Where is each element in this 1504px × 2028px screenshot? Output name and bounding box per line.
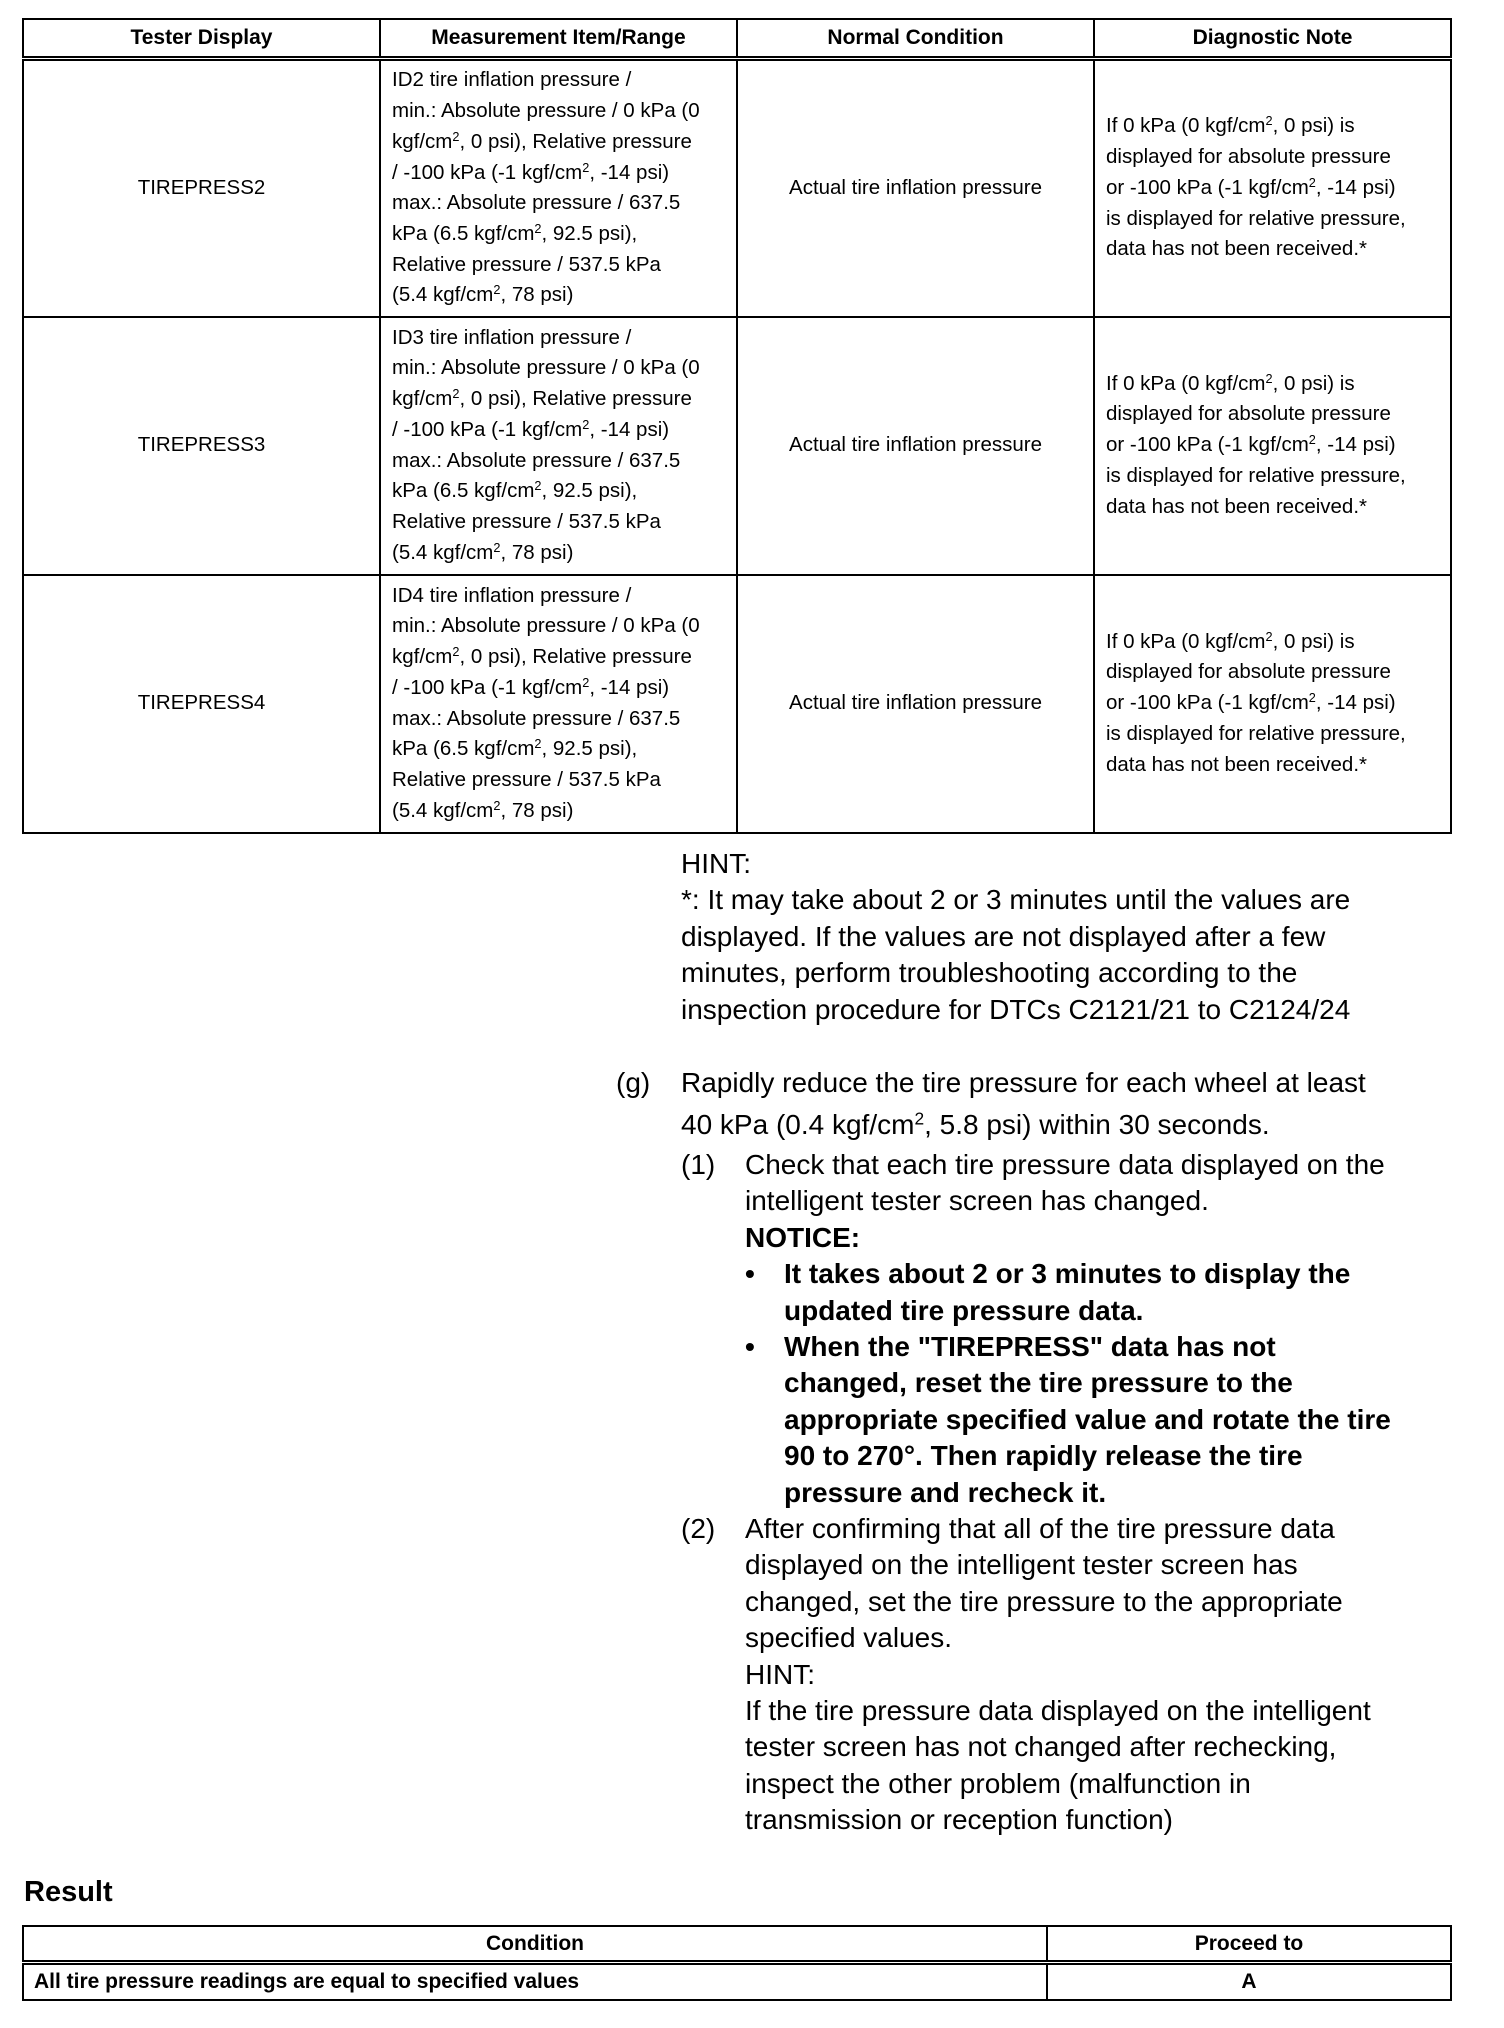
notice-line: 90 to 270°. Then rapidly release the tire [784, 1440, 1303, 1472]
range-line: ID3 tire inflation pressure / [392, 325, 632, 349]
range-line: kPa (6.5 kgf/$cm^2$, 92.5 psi), [392, 736, 638, 761]
range-line: max.: Absolute pressure / 637.5 [392, 191, 681, 215]
diagnostic-note-cell [1094, 59, 1451, 317]
result-proceed-cell: A [1047, 1963, 1451, 2001]
range-line: / -100 kPa (-1 kgf/$cm^2$, -14 psi) [392, 159, 670, 184]
substep-1-line: intelligent tester screen has changed. [745, 1185, 1209, 1217]
note-line: If 0 kPa (0 kgf/$cm^2$, 0 psi) is [1106, 370, 1355, 395]
notice-title: NOTICE: [745, 1221, 861, 1253]
note-line: or -100 kPa (-1 kgf/$cm^2$, -14 psi) [1106, 690, 1396, 715]
substep-2-hint-title: HINT: [745, 1658, 815, 1690]
range-line: (5.4 kgf/$cm^2$, 78 psi) [392, 539, 574, 564]
hint-line: *: It may take about 2 or 3 minutes until the values are [681, 884, 1351, 916]
range-line: ID2 tire inflation pressure / [392, 68, 632, 92]
header-measurement-range: Measurement Item/Range [380, 19, 737, 59]
note-line: is displayed for relative pressure, [1106, 206, 1406, 230]
note-line: displayed for absolute pressure [1106, 660, 1391, 684]
hint-text [681, 882, 1441, 1028]
hint-title: HINT: [681, 848, 751, 879]
notice-item [745, 1329, 1451, 1511]
diagnostic-note-cell [1094, 317, 1451, 575]
measurement-range-cell [380, 59, 737, 317]
note-line: is displayed for relative pressure, [1106, 721, 1406, 745]
tester-table-body [23, 59, 1451, 833]
range-line: (5.4 kgf/$cm^2$, 78 psi) [392, 797, 574, 822]
range-line: min.: Absolute pressure / 0 kPa (0 [392, 356, 700, 380]
notice-line: pressure and recheck it. [784, 1476, 1107, 1508]
range-line: min.: Absolute pressure / 0 kPa (0 [392, 99, 700, 123]
substep-2-hint-line: transmission or reception function) [745, 1804, 1173, 1836]
substep-2-line: displayed on the intelligent tester screen has [745, 1549, 1298, 1581]
substep-1-text [745, 1147, 1451, 1220]
substep-2 [745, 1511, 1451, 1839]
substep-2-line: After confirming that all of the tire pressure data [745, 1513, 1335, 1544]
result-table-body [23, 1963, 1451, 2001]
substep-2-text [745, 1511, 1451, 1657]
range-line: Relative pressure / 537.5 kPa [392, 767, 661, 791]
substep-2-hint-line: inspect the other problem (malfunction in [745, 1767, 1251, 1799]
result-header-proceed: Proceed to [1047, 1926, 1451, 1963]
step-g-line: 40 kPa (0.4 kgf/$cm^2$, 5.8 psi) within 30 seconds. [681, 1108, 1270, 1141]
range-line: kPa (6.5 kgf/$cm^2$, 92.5 psi), [392, 220, 638, 245]
range-line: max.: Absolute pressure / 637.5 [392, 706, 681, 730]
hint-block [681, 846, 1441, 1028]
notice-line: appropriate specified value and rotate the tire [784, 1403, 1391, 1435]
header-diagnostic-note: Diagnostic Note [1094, 19, 1451, 59]
substep-2-line: changed, set the tire pressure to the appropriate [745, 1585, 1343, 1617]
note-line: displayed for absolute pressure [1106, 145, 1391, 169]
note-line: If 0 kPa (0 kgf/$cm^2$, 0 psi) is [1106, 113, 1355, 138]
notice-line: changed, reset the tire pressure to the [784, 1367, 1293, 1399]
result-row [23, 1963, 1451, 2001]
notice-line: When the "TIREPRESS" data has not [784, 1331, 1276, 1363]
substep-2-hint-line: tester screen has not changed after rechecking, [745, 1731, 1337, 1763]
measurement-range-cell [380, 575, 737, 833]
range-line: kgf/$cm^2$, 0 psi), Relative pressure [392, 386, 692, 411]
notice-list [745, 1256, 1451, 1511]
result-heading: Result [24, 1876, 113, 1908]
range-line: / -100 kPa (-1 kgf/$cm^2$, -14 psi) [392, 416, 670, 441]
note-line: is displayed for relative pressure, [1106, 463, 1406, 487]
result-header-row [23, 1926, 1451, 1963]
note-line: or -100 kPa (-1 kgf/$cm^2$, -14 psi) [1106, 432, 1396, 457]
substep-2-line: specified values. [745, 1622, 953, 1654]
hint-line: inspection procedure for DTCs C2121/21 to C2124/24 [681, 993, 1351, 1025]
tester-display-cell: TIREPRESS2 [23, 59, 380, 317]
range-line: Relative pressure / 537.5 kPa [392, 509, 661, 533]
note-line: If 0 kPa (0 kgf/$cm^2$, 0 psi) is [1106, 628, 1355, 653]
range-line: kgf/$cm^2$, 0 psi), Relative pressure [392, 644, 692, 669]
note-line: data has not been received.* [1106, 752, 1367, 776]
range-line: (5.4 kgf/$cm^2$, 78 psi) [392, 282, 574, 307]
table-row [23, 317, 1451, 575]
result-table [22, 1925, 1452, 2001]
note-line: or -100 kPa (-1 kgf/$cm^2$, -14 psi) [1106, 174, 1396, 199]
hint-line: minutes, perform troubleshooting according to the [681, 957, 1298, 989]
header-tester-display: Tester Display [23, 19, 380, 59]
range-line: / -100 kPa (-1 kgf/$cm^2$, -14 psi) [392, 674, 670, 699]
table-row [23, 59, 1451, 317]
substep-1-label: (1) [681, 1149, 716, 1180]
measurement-range-cell [380, 317, 737, 575]
substep-2-label: (2) [681, 1513, 716, 1544]
substep-1 [745, 1147, 1451, 1511]
normal-condition-cell: Actual tire inflation pressure [737, 317, 1094, 575]
tester-display-cell: TIREPRESS3 [23, 317, 380, 575]
note-line: data has not been received.* [1106, 237, 1367, 261]
substep-2-hint-text [745, 1693, 1451, 1839]
substep-2-hint-line: If the tire pressure data displayed on the intelligent [745, 1695, 1371, 1727]
range-line: max.: Absolute pressure / 637.5 [392, 448, 681, 472]
notice-item [745, 1256, 1451, 1329]
range-line: kgf/$cm^2$, 0 psi), Relative pressure [392, 128, 692, 153]
normal-condition-cell: Actual tire inflation pressure [737, 59, 1094, 317]
range-line: kPa (6.5 kgf/$cm^2$, 92.5 psi), [392, 478, 638, 503]
notice-line: It takes about 2 or 3 minutes to display the [784, 1258, 1351, 1290]
header-normal-condition: Normal Condition [737, 19, 1094, 59]
range-line: ID4 tire inflation pressure / [392, 583, 632, 607]
table-header-row [23, 19, 1451, 59]
step-g-line: Rapidly reduce the tire pressure for each wheel at least [681, 1067, 1366, 1098]
diagnostic-note-cell [1094, 575, 1451, 833]
range-line: Relative pressure / 537.5 kPa [392, 252, 661, 276]
range-line: min.: Absolute pressure / 0 kPa (0 [392, 614, 700, 638]
bullet-icon: • [745, 1258, 755, 1290]
result-condition-cell: All tire pressure readings are equal to specified values [23, 1963, 1047, 2001]
normal-condition-cell: Actual tire inflation pressure [737, 575, 1094, 833]
result-header-condition: Condition [23, 1926, 1047, 1963]
hint-line: displayed. If the values are not displayed after a few [681, 920, 1326, 952]
table-row [23, 575, 1451, 833]
note-line: data has not been received.* [1106, 494, 1367, 518]
tester-display-cell: TIREPRESS4 [23, 575, 380, 833]
note-line: displayed for absolute pressure [1106, 402, 1391, 426]
bullet-icon: • [745, 1331, 755, 1363]
step-g-text [681, 1065, 1451, 1144]
step-g-label: (g) [616, 1067, 651, 1098]
tester-display-table [22, 18, 1452, 834]
substep-1-line: Check that each tire pressure data displayed on the [745, 1149, 1385, 1180]
notice-line: updated tire pressure data. [784, 1294, 1144, 1326]
